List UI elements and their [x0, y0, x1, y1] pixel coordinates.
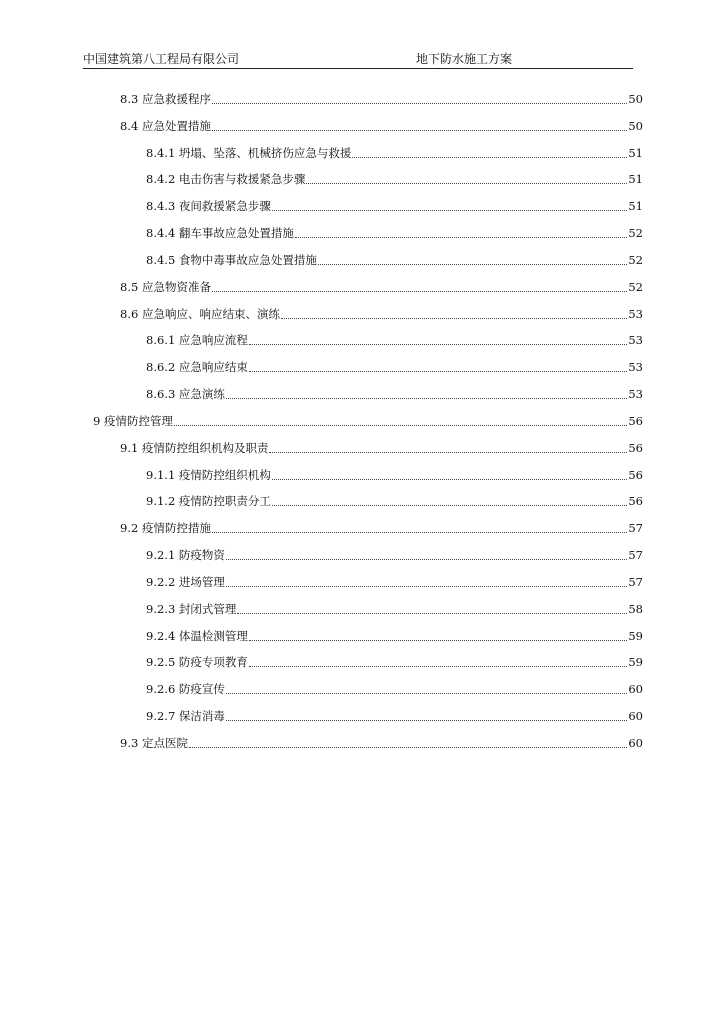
toc-entry-title: 9.1 疫情防控组织机构及职责 [120, 441, 269, 455]
dot-leader [189, 746, 627, 748]
toc-entry-page: 60 [628, 682, 643, 696]
toc-entry[interactable] [146, 198, 643, 214]
dot-leader [295, 236, 627, 238]
toc-entry-title: 9.2 疫情防控措施 [120, 521, 211, 535]
toc-entry[interactable] [120, 279, 643, 295]
toc-entry[interactable] [146, 332, 643, 348]
toc-entry-title: 8.6.1 应急响应流程 [146, 333, 248, 347]
toc-entry[interactable] [146, 145, 643, 161]
toc-entry-title: 8.6.2 应急响应结束 [146, 360, 248, 374]
toc-entry-page: 52 [628, 226, 643, 240]
toc-entry-page: 50 [628, 92, 643, 106]
toc-entry[interactable] [146, 171, 643, 187]
toc-entry-page: 53 [628, 387, 643, 401]
dot-leader [226, 719, 627, 721]
toc-entry-page: 60 [628, 736, 643, 750]
dot-leader [212, 290, 627, 292]
dot-leader [226, 585, 627, 587]
toc-entry-page: 57 [628, 575, 643, 589]
toc-entry-page: 56 [628, 414, 643, 428]
dot-leader [212, 129, 627, 131]
toc-entry-title: 9.3 定点医院 [120, 736, 188, 750]
toc-entry[interactable] [146, 574, 643, 590]
dot-leader [272, 209, 627, 211]
toc-entry-page: 58 [628, 602, 643, 616]
toc-entry[interactable] [146, 654, 643, 670]
dot-leader [226, 692, 627, 694]
toc-entry-title: 9.2.7 保洁消毒 [146, 709, 225, 723]
toc-entry[interactable] [146, 601, 643, 617]
toc-entry-title: 8.4.5 食物中毒事故应急处置措施 [146, 253, 317, 267]
toc-entry-page: 51 [628, 172, 643, 186]
toc-entry-title: 8.6.3 应急演练 [146, 387, 225, 401]
dot-leader [249, 370, 627, 372]
toc-entry[interactable] [146, 681, 643, 697]
dot-leader [318, 263, 627, 265]
toc-entry-page: 56 [628, 441, 643, 455]
toc-entry-title: 8.4.2 电击伤害与救援紧急步骤 [146, 172, 306, 186]
dot-leader [212, 102, 627, 104]
dot-leader [269, 451, 627, 453]
toc-entry-page: 53 [628, 360, 643, 374]
dot-leader [249, 639, 627, 641]
toc-entry-page: 52 [628, 253, 643, 267]
toc-entry[interactable] [146, 628, 643, 644]
toc-entry[interactable] [120, 520, 643, 536]
dot-leader [226, 558, 627, 560]
toc-entry-title: 8.4.1 坍塌、坠落、机械挤伤应急与救援 [146, 146, 352, 160]
toc-entry-page: 56 [628, 494, 643, 508]
toc-entry[interactable] [120, 735, 643, 751]
toc-entry[interactable] [146, 493, 643, 509]
toc-entry[interactable] [120, 440, 643, 456]
toc-entry-title: 8.4 应急处置措施 [120, 119, 211, 133]
toc-entry-page: 51 [628, 199, 643, 213]
toc-entry-title: 9 疫情防控管理 [93, 414, 173, 428]
toc-entry-title: 9.2.5 防疫专项教育 [146, 655, 248, 669]
toc-entry-page: 57 [628, 521, 643, 535]
toc-entry-title: 8.3 应急救援程序 [120, 92, 211, 106]
toc-entry-title: 8.6 应急响应、响应结束、演练 [120, 307, 280, 321]
toc-entry-page: 60 [628, 709, 643, 723]
dot-leader [352, 156, 627, 158]
toc-entry[interactable] [146, 225, 643, 241]
toc-entry-page: 57 [628, 548, 643, 562]
toc-entry-page: 53 [628, 333, 643, 347]
toc-entry-title: 9.2.4 体温检测管理 [146, 629, 248, 643]
company-name: 中国建筑第八工程局有限公司 [83, 52, 240, 66]
toc-entry[interactable] [120, 91, 643, 107]
dot-leader [272, 478, 627, 480]
document-title: 地下防水施工方案 [416, 52, 513, 66]
toc-entry-title: 8.5 应急物资准备 [120, 280, 211, 294]
dot-leader [174, 424, 627, 426]
dot-leader [306, 182, 627, 184]
toc-entry[interactable] [146, 547, 643, 563]
toc-entry-title: 9.2.2 进场管理 [146, 575, 225, 589]
toc-entry-title: 9.2.1 防疫物资 [146, 548, 225, 562]
toc-entry-page: 53 [628, 307, 643, 321]
toc-entry-title: 9.2.3 封闭式管理 [146, 602, 237, 616]
toc-entry-page: 56 [628, 468, 643, 482]
toc-entry[interactable] [146, 467, 643, 483]
dot-leader [249, 665, 627, 667]
toc-entry[interactable] [146, 359, 643, 375]
toc-entry-title: 9.2.6 防疫宣传 [146, 682, 225, 696]
toc-entry[interactable] [120, 118, 643, 134]
toc-entry-title: 8.4.4 翻车事故应急处置措施 [146, 226, 294, 240]
toc-entry[interactable] [120, 306, 643, 322]
toc-entry-title: 9.1.2 疫情防控职责分工 [146, 494, 271, 508]
toc-entry[interactable] [146, 386, 643, 402]
toc-entry-title: 9.1.1 疫情防控组织机构 [146, 468, 271, 482]
toc-entry-page: 59 [628, 655, 643, 669]
toc-entry-page: 52 [628, 280, 643, 294]
dot-leader [226, 397, 627, 399]
toc-entry-page: 51 [628, 146, 643, 160]
toc-entry-page: 59 [628, 629, 643, 643]
toc-entry-title: 8.4.3 夜间救援紧急步骤 [146, 199, 271, 213]
dot-leader [237, 612, 627, 614]
dot-leader [249, 343, 627, 345]
toc-entry-page: 50 [628, 119, 643, 133]
dot-leader [272, 504, 627, 506]
dot-leader [281, 317, 627, 319]
toc-entry[interactable] [93, 413, 643, 429]
toc-entry[interactable] [146, 252, 643, 268]
toc-entry[interactable] [146, 708, 643, 724]
dot-leader [212, 531, 627, 533]
